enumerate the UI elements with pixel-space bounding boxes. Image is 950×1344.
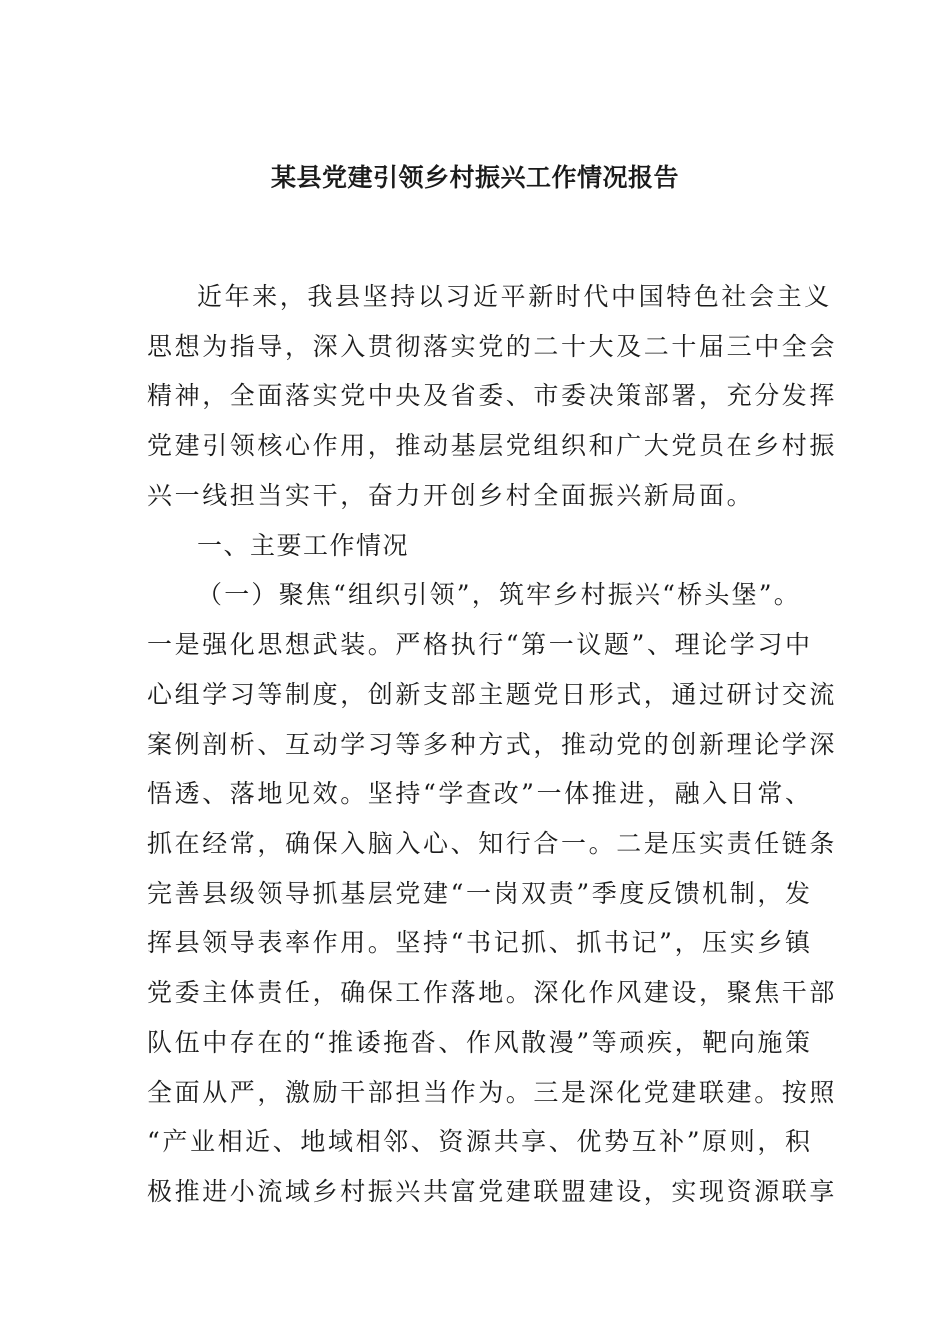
paragraph-line: 精神，全面落实党中央及省委、市委决策部署，充分发挥 <box>147 381 838 410</box>
document-title: 某县党建引领乡村振兴工作情况报告 <box>270 163 679 192</box>
paragraph-line: 一是强化思想武装。严格执行“第一议题”、理论学习中 <box>147 630 813 659</box>
paragraph-line: 案例剖析、互动学习等多种方式，推动党的创新理论学深 <box>147 730 838 759</box>
paragraph-line: 队伍中存在的“推诿拖沓、作风散漫”等顽疾，靶向施策 <box>147 1028 813 1057</box>
paragraph-line: 思想为指导，深入贯彻落实党的二十大及二十届三中全会 <box>147 332 838 361</box>
paragraph-line: 极推进小流域乡村振兴共富党建联盟建设，实现资源联享 <box>147 1177 838 1206</box>
section-heading: 一、主要工作情况 <box>197 531 410 560</box>
paragraph-line: 党委主体责任，确保工作落地。深化作风建设，聚焦干部 <box>147 978 838 1007</box>
paragraph-line: 悟透、落地见效。坚持“学查改”一体推进，融入日常、 <box>147 779 813 808</box>
paragraph-line: 全面从严，激励干部担当作为。三是深化党建联建。按照 <box>147 1078 838 1107</box>
paragraph-line: 党建引领核心作用，推动基层党组织和广大党员在乡村振 <box>147 431 838 460</box>
paragraph-line: 抓在经常，确保入脑入心、知行合一。二是压实责任链条 <box>147 829 838 858</box>
paragraph-line: 挥县领导表率作用。坚持“书记抓、抓书记”，压实乡镇 <box>147 928 813 957</box>
paragraph-line: 兴一线担当实干，奋力开创乡村全面振兴新局面。 <box>147 481 755 510</box>
paragraph-line: 心组学习等制度，创新支部主题党日形式，通过研讨交流 <box>147 680 838 709</box>
paragraph-line: 完善县级领导抓基层党建“一岗双责”季度反馈机制，发 <box>147 879 813 908</box>
subsection-heading: （一）聚焦“组织引领”，筑牢乡村振兴“桥头堡”。 <box>197 580 801 609</box>
paragraph-line: “产业相近、地域相邻、资源共享、优势互补”原则，积 <box>147 1127 813 1156</box>
paragraph-line: 近年来，我县坚持以习近平新时代中国特色社会主义 <box>197 282 832 311</box>
